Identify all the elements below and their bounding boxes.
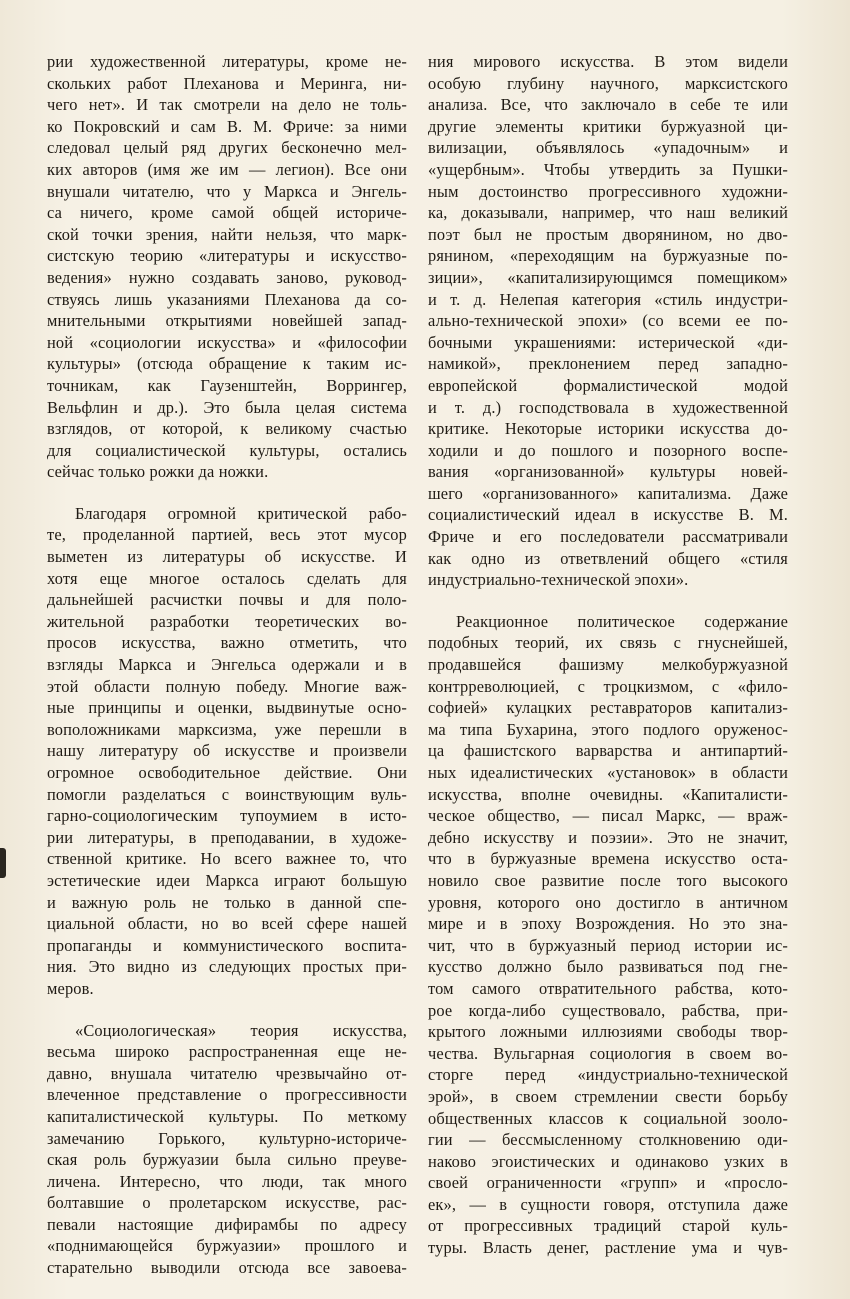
text-line: искусства, вполне очевидны. «Капиталисти- [428,784,788,804]
text-line: наково эгоистических и одинаково узких в [428,1151,788,1171]
text-line: бочными украшениями: истерической «ди- [428,332,788,352]
text-line: старательно выводили отсюда все завоева- [47,1258,407,1278]
text-line: просов искусства, важно отметить, что [47,633,407,653]
text-line: уровня, которого оно достигло в античном [428,892,788,912]
text-line: ходили и до пошлого и позорного воспе- [428,440,788,460]
text-line: мнительными открытиями новейшей запад- [47,311,407,331]
text-line: ской точки зрения, найти нельзя, что марк- [47,224,407,244]
text-line: чит, что в буржуазный период истории ис- [428,935,788,955]
paragraph-gap [47,1000,407,1020]
text-line: европейской формалистической модой [428,375,788,395]
text-line: социалистический идеал в искусстве В. М. [428,505,788,525]
right-column [428,51,788,1259]
text-line: весьма широко распространенная еще не- [47,1042,407,1062]
text-line: ко Покровский и сам В. М. Фриче: за ними [47,116,407,136]
text-line: ма типа Бухарина, этого подлого оруженос- [428,719,788,739]
text-line: рое когда-либо существовало, рабства, при- [428,1000,788,1020]
text-line: те, проделанной партией, весь этот мусор [47,525,407,545]
text-line: ной «социологии искусства» и «философии [47,332,407,352]
text-line: и т. д. Нелепая категория «стиль индустри- [428,289,788,309]
text-line: рии литературы, в преподавании, в художе- [47,827,407,847]
text-line: точникам, как Гаузенштейн, Воррингер, [47,375,407,395]
text-line: скольких работ Плеханова и Меринга, ни- [47,73,407,93]
text-line: шего «организованного» капитализма. Даже [428,483,788,503]
text-line: этой области полную победу. Многие важ- [47,676,407,696]
text-line: рянином, «переходящим на буржуазные по- [428,246,788,266]
text-line: софией» кулацких реставраторов капитализ- [428,698,788,718]
text-line: хотя еще многое осталось сделать для [47,568,407,588]
text-line: том самого отвратительного рабства, кото- [428,978,788,998]
text-line: гарно-социологическим тупоумием в исто- [47,806,407,826]
text-line: для социалистической культуры, остались [47,440,407,460]
text-line: ведения» нужно создавать заново, руковод- [47,267,407,287]
text-line: рии художественной литературы, кроме не- [47,52,407,71]
text-line: давно, внушала читателю чрезвычайно от- [47,1063,407,1083]
text-line: следовал целый ряд других бесконечно мел- [47,138,407,158]
text-line: поэт был не простым дворянином, но дво- [428,224,788,244]
text-line: ния мирового искусства. В этом видели [428,52,788,71]
text-line: дебно искусству и поэзии». Это не значит, [428,827,788,847]
text-line: «поднимающейся буржуазии» прошлого и [47,1236,407,1256]
text-line: внушали читателю, что у Маркса и Энгель- [47,181,407,201]
text-line: мире и в эпоху Возрождения. Но это зна- [428,914,788,934]
text-line: выметен из литературы об искусстве. И [47,547,407,567]
text-line: ным достоинство прогрессивного художни- [428,181,788,201]
text-line: личена. Интересно, что люди, так много [47,1171,407,1191]
text-line: влеченное представление о прогрессивности [47,1085,407,1105]
text-line: капиталистической культуры. По меткому [47,1106,407,1126]
text-line: ческое общество, — писал Маркс, — враж- [428,806,788,826]
text-line: циальной области, но во всей сфере нашей [47,914,407,934]
text-line: контрреволюцией, с троцкизмом, с «фило- [428,676,788,696]
left-column [47,51,407,1279]
text-line: болтавшие о пролетарском искусстве, рас- [47,1193,407,1213]
text-line: крытого ложными иллюзиями свободы твор- [428,1022,788,1042]
text-line: нашу литературу об искусстве и произвели [47,741,407,761]
text-line: «Социологическая» теория искусства, [75,1020,407,1040]
text-line: от прогрессивных традиций старой куль- [428,1216,788,1236]
text-line: продавшейся фашизму мелкобуржуазной [428,655,788,675]
text-line: как одно из ответвлений общего «стиля [428,548,788,568]
text-line: другие элементы критики буржуазной ци- [428,116,788,136]
text-line: ственной критике. Но всего важнее то, что [47,849,407,869]
text-line: ствуясь лишь указаниями Плеханова да со- [47,289,407,309]
text-line: и важную роль не только в данной спе- [47,892,407,912]
binding-mark [0,848,6,878]
text-line: певали настоящие дифирамбы по адресу [47,1214,407,1234]
text-line: Реакционное политическое содержание [456,611,788,631]
text-line: вилизации, объявлялось «упадочным» и [428,138,788,158]
text-line: чего нет». И так смотрели на дело не толь- [47,95,407,115]
text-line: замечанию Горького, культурно-историче- [47,1128,407,1148]
paragraph-gap [428,591,788,611]
text-line: взгляды Маркса и Энгельса одержали и в [47,655,407,675]
text-line: туры. Власть денег, растление ума и чув- [428,1238,788,1258]
text-line: Фриче и его последователи рассматривали [428,527,788,547]
text-line: Вельфлин и др.). Это была целая система [47,397,407,417]
text-line: ких авторов (имя же им — легион). Все они [47,159,407,179]
text-line: систскую теорию «литературы и искусство- [47,246,407,266]
text-line: анализа. Все, что заключало в себе те или [428,95,788,115]
text-line: индустриально-технической эпохи». [428,570,689,590]
text-line: взглядов, от которой, к великому счастью [47,419,407,439]
text-line: меров. [47,978,94,998]
text-line: эстетические идеи Маркса играют большую [47,870,407,890]
text-line: и т. д.) господствовала в художественной [428,397,788,417]
text-line: новило свое развитие после того высокого [428,870,788,890]
text-line: зиции», «капитализирующимся помещиком» [428,267,788,287]
text-line: ца фашистского варварства и антипартий- [428,741,788,761]
text-line: ных идеалистических «установок» в области [428,763,788,782]
text-line: ально-технической эпохи» (со всеми ее по- [428,311,788,331]
text-line: воположниками марксизма, уже перешли в [47,719,407,739]
text-line: сейчас только рожки да ножки. [47,462,269,482]
text-line: жительной разработки теоретических во- [47,611,407,631]
text-line: ния. Это видно из следующих простых при- [47,957,407,977]
text-line: Благодаря огромной критической рабо- [75,503,407,523]
text-line: общественных классов к социальной зооло- [428,1108,788,1128]
text-line: са ничего, кроме самой общей историче- [47,203,407,223]
text-line: кусство должно было развиваться под гне- [428,957,788,977]
text-line: своей ограниченности «групп» и «просло- [428,1173,788,1193]
text-line: культуры» (отсюда обращение к таким ис- [47,354,407,374]
text-line: дальнейшей расчистки почвы и для поло- [47,590,407,610]
text-line: вания «организованной» культуры новей- [428,462,788,482]
text-line: пропаганды и коммунистического воспита- [47,935,407,955]
text-line: ные принципы и оценки, выдвинутые осно- [47,698,407,718]
text-line: огромное освободительное действие. Они [47,763,407,782]
text-line: сторге перед «индустриально-технической [428,1065,788,1085]
text-line: ская роль буржуазии была сильно преуве- [47,1150,407,1170]
text-line: намикой», преклонением перед западно- [428,354,788,374]
text-line: особую глубину научного, марксистского [428,73,788,93]
text-line: ек», — в сущности говоря, отступила даже [428,1194,788,1214]
text-line: подобных теорий, их связь с гнуснейшей, [428,633,788,653]
text-line: помогли разделаться с воинствующим вуль- [47,784,407,804]
text-line: чества. Вульгарная социология в своем во- [428,1043,788,1063]
text-line: гии — бессмысленному столкновению оди- [428,1130,788,1150]
text-line: критике. Некоторые историки искусства до- [428,419,788,439]
text-line: что в буржуазные времена искусство оста- [428,849,788,869]
paragraph-gap [47,483,407,503]
text-line: ка, доказывали, например, что наш великий [428,203,788,223]
text-line: эрой», в своем стремлении свести борьбу [428,1086,788,1106]
text-line: «ущербным». Чтобы утвердить за Пушки- [428,159,788,179]
